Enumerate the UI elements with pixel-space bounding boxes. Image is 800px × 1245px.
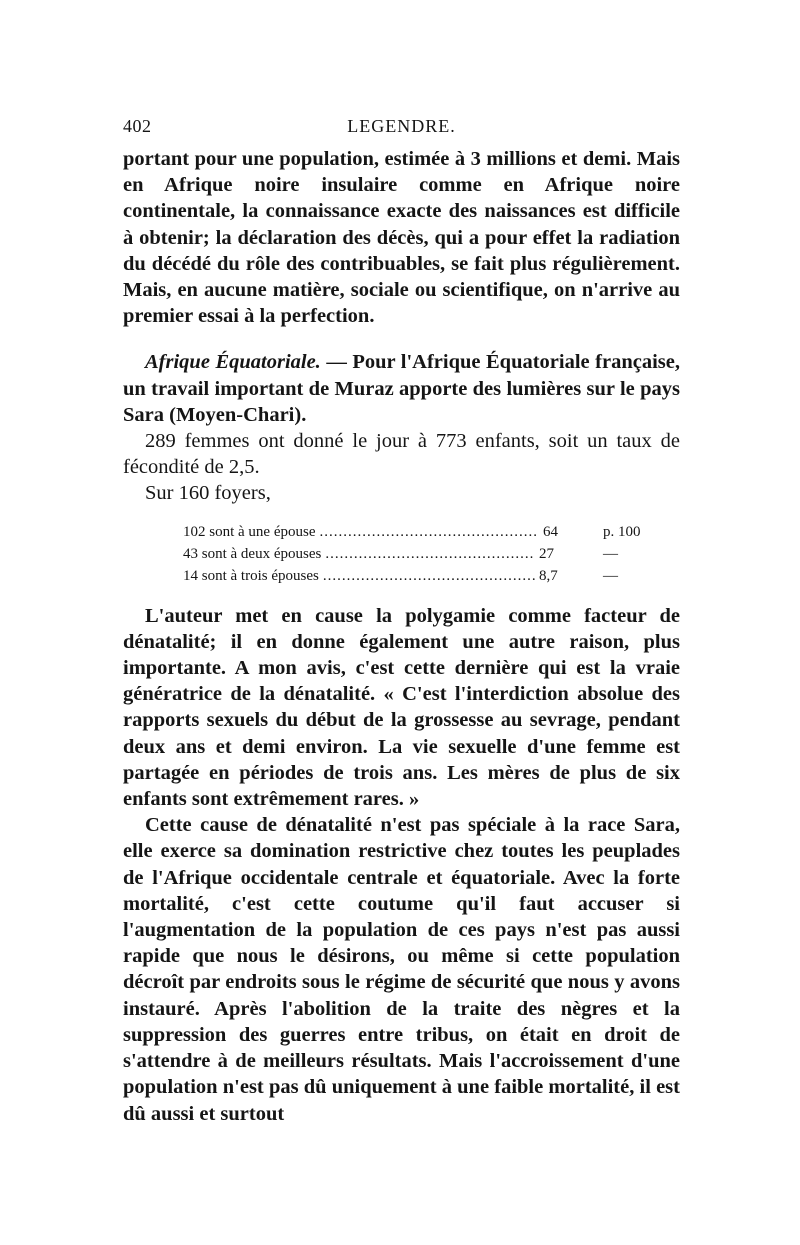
paragraph-section-intro: [123, 349, 680, 428]
dot-leader: [323, 565, 535, 587]
page-header: [123, 112, 680, 146]
stat-unit: p. 100: [603, 523, 641, 540]
stat-unit: —: [603, 545, 618, 562]
paragraph-households: Sur 160 foyers,: [145, 482, 271, 505]
section-intro-text: — Pour l'Afrique Équatoriale française, un travail important de Muraz apporte des lumières sur le pays Sara (Moyen-Chari).: [123, 351, 680, 426]
section-gap: [123, 329, 680, 349]
stat-row: [183, 521, 643, 543]
household-stats: [183, 521, 643, 587]
page-number: 402: [123, 116, 152, 136]
paragraph-continuation: portant pour une population, estimée à 3 millions et demi. Mais en Afrique noire insulaire comme en Afrique noire continentale, la connaissance exacte des naissances est difficile à obtenir; la déclaration des décès, qui a pour effet la radiation du décédé du rôle des contribuables, se fait plus régulièrement. Mais, en aucune matière, sociale ou scientifique, on n'arrive au premier essai à la perfection.: [123, 148, 680, 328]
stat-unit: —: [603, 567, 618, 584]
dot-leader: [319, 521, 539, 543]
stat-label: 14 sont à trois épouses: [183, 567, 319, 584]
paragraph-fecundity: 289 femmes ont donné le jour à 773 enfants, soit un taux de fécondité de 2,5.: [123, 430, 680, 479]
document-page: [123, 112, 680, 1127]
stat-value: 64: [543, 523, 558, 540]
running-head: LEGENDRE.: [347, 116, 456, 136]
stat-row: [183, 565, 643, 587]
paragraph-sara-cause: Cette cause de dénatalité n'est pas spéciale à la race Sara, elle exerce sa domination restrictive chez toutes les peuplades de l'Afrique occidentale centrale et équatoriale. Avec la forte mortalité, c'est cette coutume qu'il faut accuser si l'augmentation de la population de ces pays n'est pas aussi rapide que nous le désirons, ou même si cette population décroît par endroits sous le régime de sécurité que nous y avons instauré. Après l'abolition de la traite des nègres et la suppression des guerres entre tribus, on était en droit de s'attendre à de meilleurs résultats. Mais l'accroissement d'une population n'est pas dû uniquement à une faible mortalité, il est dû aussi et surtout: [123, 814, 680, 1125]
stat-value: 8,7: [539, 567, 558, 584]
stat-label: 43 sont à deux épouses: [183, 545, 322, 562]
stat-row: [183, 543, 643, 565]
stat-value: 27: [539, 545, 554, 562]
dot-leader: [325, 543, 535, 565]
paragraph-polygamy: L'auteur met en cause la polygamie comme facteur de dénatalité; il en donne également une autre raison, plus importante. A mon avis, c'est cette dernière qui est la vraie génératrice de la dénatalité. « C'est l'interdiction absolue des rapports sexuels du début de la grossesse au sevrage, pendant deux ans et demi environ. La vie sexuelle d'une femme est partagée en périodes de trois ans. Les mères de plus de six enfants sont extrêmement rares. »: [123, 604, 680, 811]
section-title: Afrique Équatoriale.: [145, 351, 321, 374]
stat-label: 102 sont à une épouse: [183, 523, 316, 540]
